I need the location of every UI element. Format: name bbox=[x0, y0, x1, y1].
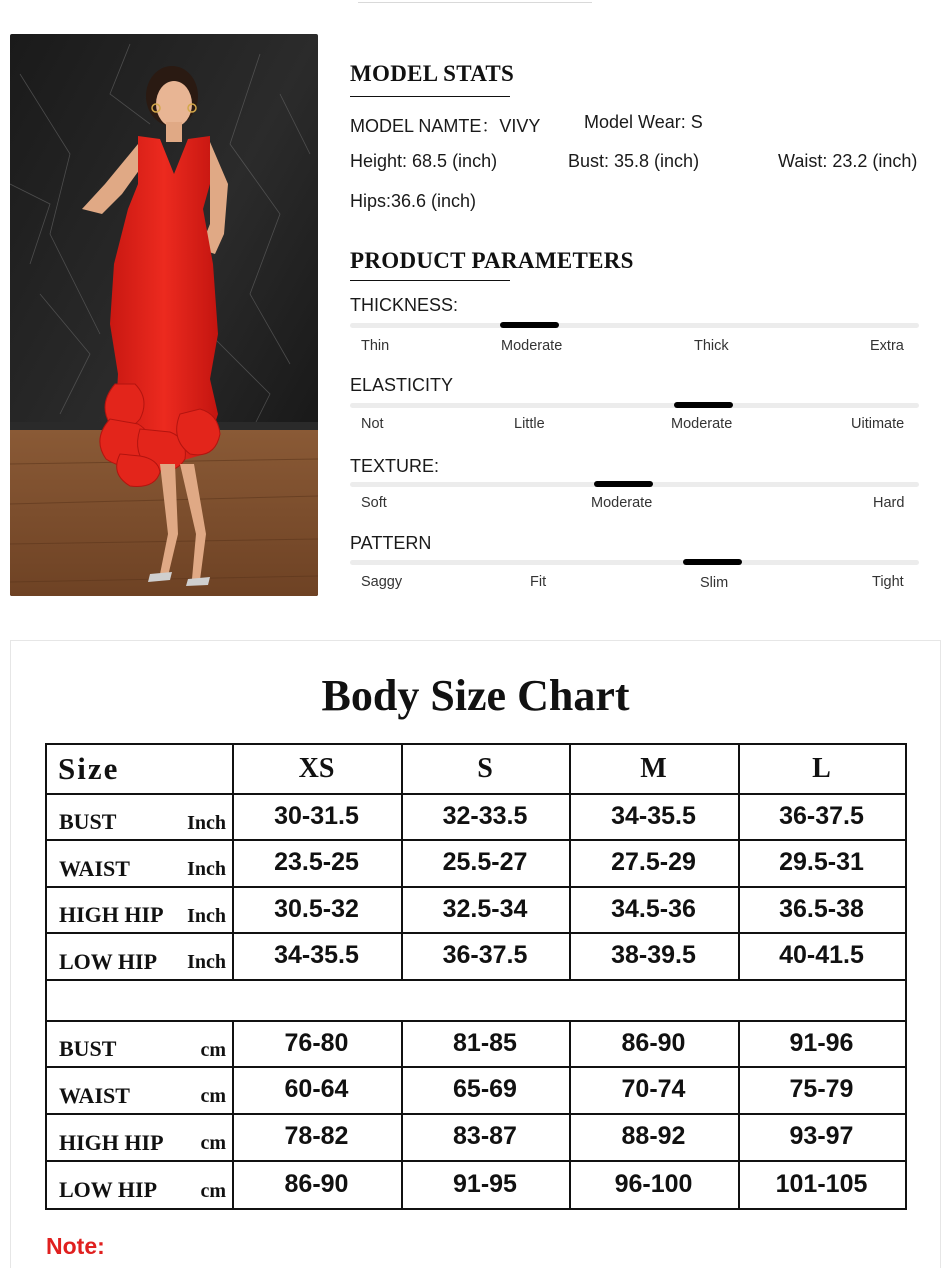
measurement-value: 40-41.5 bbox=[779, 941, 864, 969]
measurement-name: WAIST bbox=[59, 1082, 130, 1108]
thickness-option: Moderate bbox=[501, 338, 563, 354]
thickness-option: Thin bbox=[361, 338, 390, 354]
elasticity-option: Little bbox=[514, 416, 545, 432]
size-column-header: XS bbox=[298, 753, 335, 784]
thickness-option: Extra bbox=[870, 338, 904, 354]
measurement-value: 34-35.5 bbox=[274, 941, 359, 969]
measurement-value: 30.5-32 bbox=[274, 894, 359, 923]
measurement-value: 36-37.5 bbox=[442, 941, 528, 969]
measurement-value: 81-85 bbox=[453, 1028, 517, 1057]
measurement-name: HIGH HIP bbox=[59, 1129, 164, 1155]
measurement-value: 36.5-38 bbox=[779, 894, 864, 923]
measurement-value: 60-64 bbox=[284, 1075, 349, 1103]
measurement-value: 88-92 bbox=[621, 1122, 686, 1150]
size-chart-title: Body Size Chart bbox=[321, 671, 630, 720]
pattern-option: Slim bbox=[700, 575, 729, 591]
texture-option: Soft bbox=[361, 495, 387, 511]
measurement-value: 91-95 bbox=[453, 1169, 517, 1198]
thickness-option: Thick bbox=[694, 338, 729, 354]
elasticity-option: Not bbox=[361, 416, 384, 432]
measurement-name: BUST bbox=[59, 1036, 117, 1061]
measurement-value: 38-39.5 bbox=[611, 941, 696, 969]
elasticity-indicator bbox=[674, 402, 733, 408]
table-row-divider bbox=[47, 979, 905, 981]
measurement-value: 65-69 bbox=[453, 1075, 517, 1103]
measurement-name: LOW HIP bbox=[59, 1177, 158, 1202]
texture-indicator bbox=[594, 481, 653, 487]
measurement-value: 91-96 bbox=[789, 1028, 854, 1057]
measurement-name: HIGH HIP bbox=[59, 902, 164, 927]
model-wear: Model Wear: S bbox=[584, 112, 703, 132]
model-name: MODEL NAMTE：VIVY bbox=[350, 116, 541, 136]
measurement-value: 23.5-25 bbox=[274, 848, 359, 876]
measurement-unit: Inch bbox=[187, 811, 226, 834]
pattern-option: Tight bbox=[872, 574, 904, 590]
texture-option: Hard bbox=[873, 495, 905, 511]
measurement-name: WAIST bbox=[59, 855, 130, 881]
measurement-name: BUST bbox=[59, 809, 117, 834]
measurement-value: 83-87 bbox=[453, 1122, 517, 1150]
size-column-header: L bbox=[812, 753, 831, 784]
elasticity-label: ELASTICITY bbox=[350, 375, 454, 395]
model-height: Height: 68.5 (inch) bbox=[350, 151, 498, 171]
measurement-value: 30-31.5 bbox=[274, 801, 359, 830]
measurement-unit: cm bbox=[200, 1179, 226, 1202]
measurement-unit: Inch bbox=[187, 951, 226, 973]
measurement-unit: cm bbox=[200, 1038, 226, 1061]
measurement-value: 86-90 bbox=[621, 1028, 686, 1057]
thickness-label: THICKNESS: bbox=[350, 295, 459, 315]
pattern-option: Fit bbox=[530, 574, 547, 590]
measurement-value: 29.5-31 bbox=[779, 848, 864, 876]
product-parameters-title: PRODUCT PARAMETERS bbox=[350, 248, 634, 273]
texture-label: TEXTURE: bbox=[350, 456, 440, 476]
model-photo bbox=[10, 34, 318, 596]
pattern-track bbox=[350, 560, 919, 565]
measurement-unit: cm bbox=[200, 1132, 226, 1154]
measurement-value: 36-37.5 bbox=[779, 801, 864, 830]
measurement-value: 101-105 bbox=[775, 1169, 868, 1198]
measurement-value: 86-90 bbox=[284, 1169, 349, 1198]
thickness-track bbox=[350, 323, 919, 328]
measurement-unit: Inch bbox=[187, 904, 226, 927]
measurement-value: 76-80 bbox=[284, 1028, 349, 1057]
size-column-header: M bbox=[640, 753, 667, 784]
note-label: Note: bbox=[46, 1233, 105, 1259]
measurement-value: 75-79 bbox=[789, 1075, 854, 1103]
measurement-value: 32-33.5 bbox=[442, 801, 528, 830]
model-waist: Waist: 23.2 (inch) bbox=[778, 151, 918, 171]
pattern-option: Saggy bbox=[361, 574, 403, 590]
measurement-value: 93-97 bbox=[789, 1122, 854, 1150]
top-divider bbox=[358, 2, 592, 3]
product-parameters-underline bbox=[350, 280, 510, 281]
elasticity-track bbox=[350, 403, 919, 408]
size-header: Size bbox=[58, 751, 120, 786]
measurement-unit: Inch bbox=[187, 858, 226, 880]
measurement-value: 78-82 bbox=[284, 1122, 349, 1150]
model-stats-underline bbox=[350, 96, 510, 97]
model-bust: Bust: 35.8 (inch) bbox=[568, 151, 700, 171]
pattern-label: PATTERN bbox=[350, 533, 432, 553]
thickness-indicator bbox=[500, 322, 559, 328]
measurement-value: 32.5-34 bbox=[442, 894, 528, 923]
measurement-value: 34.5-36 bbox=[611, 894, 696, 923]
measurement-unit: cm bbox=[200, 1085, 226, 1107]
elasticity-option: Uitimate bbox=[851, 416, 905, 432]
measurement-value: 34-35.5 bbox=[611, 801, 696, 830]
measurement-value: 96-100 bbox=[614, 1169, 693, 1198]
measurement-value: 25.5-27 bbox=[442, 848, 528, 876]
texture-option: Moderate bbox=[591, 495, 653, 511]
texture-track bbox=[350, 482, 919, 487]
elasticity-option: Moderate bbox=[671, 416, 733, 432]
measurement-name: LOW HIP bbox=[59, 948, 158, 974]
pattern-indicator bbox=[683, 559, 742, 565]
size-chart-table bbox=[45, 743, 907, 1210]
measurement-value: 27.5-29 bbox=[611, 848, 696, 876]
size-column-header: S bbox=[477, 753, 493, 784]
measurement-value: 70-74 bbox=[621, 1075, 686, 1103]
model-hips: Hips:36.6 (inch) bbox=[350, 191, 477, 211]
model-stats-title: MODEL STATS bbox=[350, 61, 515, 86]
